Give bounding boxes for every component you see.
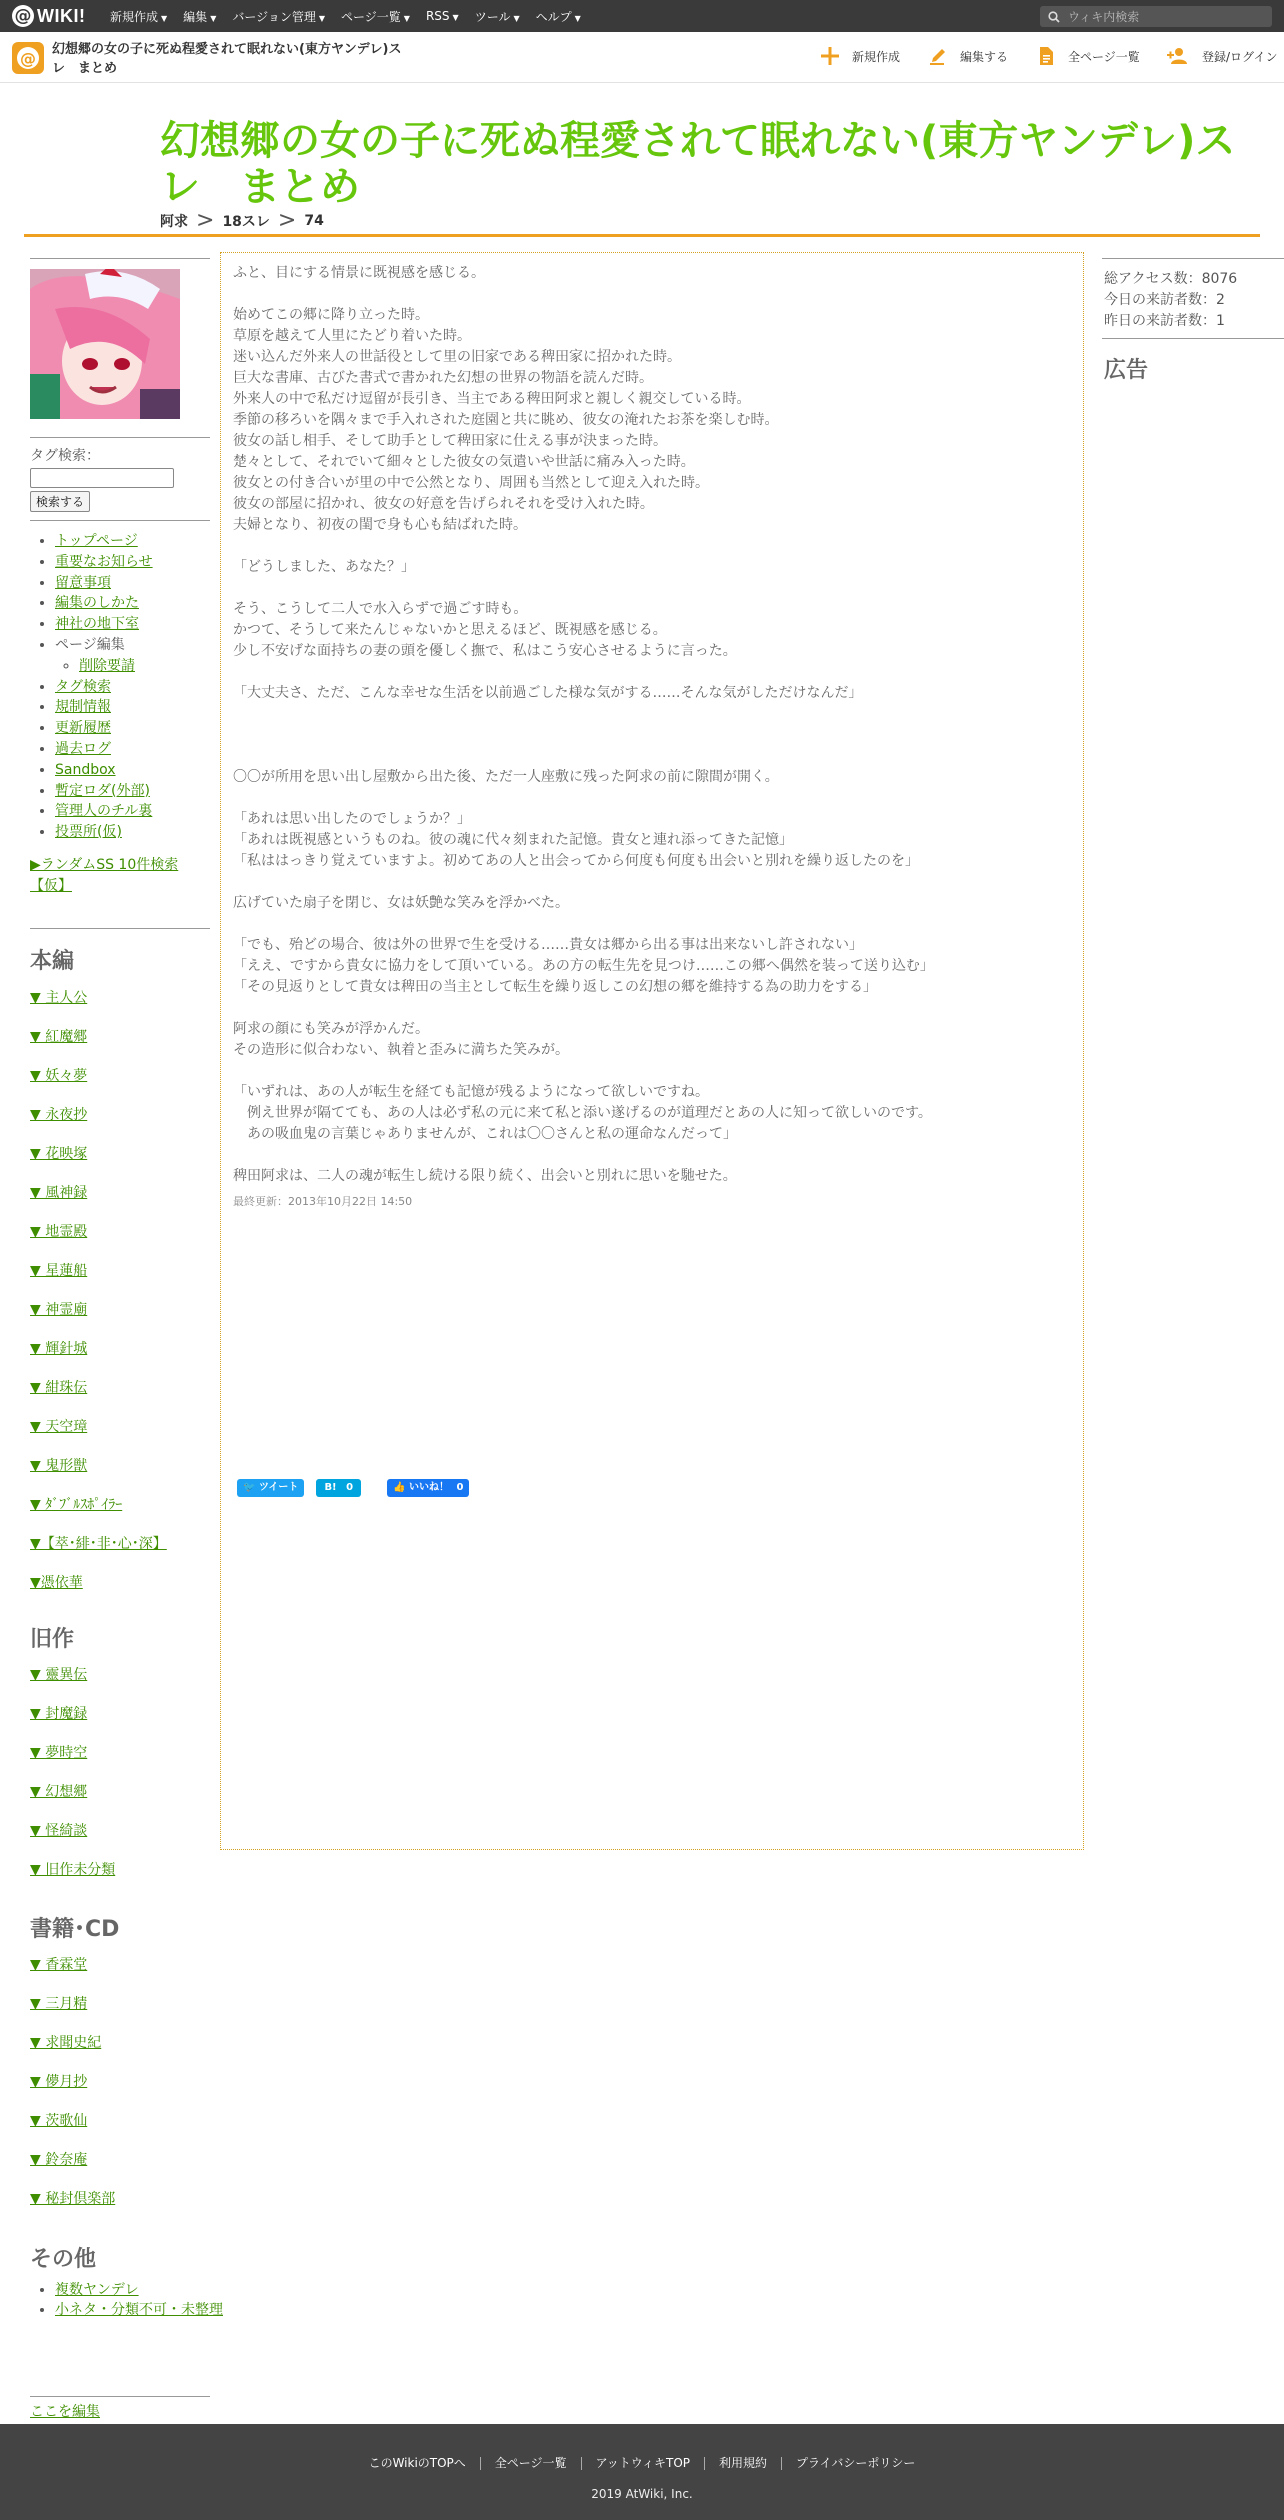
breadcrumb-item[interactable]: 阿求 [160, 213, 188, 230]
article-paragraph: ふと、目にする情景に既視感を感じる。 [233, 265, 485, 281]
facebook-like-button[interactable]: 👍 いいね！ 0 [387, 1479, 469, 1497]
toggle-link[interactable]: ▼ ﾀﾞﾌﾞﾙｽﾎﾟｲﾗｰ [30, 1497, 123, 1513]
caret-down-icon: ▼ [318, 13, 326, 23]
nav-link[interactable]: 更新履歴 [55, 720, 111, 737]
nav-link[interactable]: 暫定ロダ(外部) [55, 782, 150, 799]
hatena-bookmark-button[interactable] [316, 1479, 361, 1497]
like-count: 0 [456, 1482, 464, 1493]
all-pages-button[interactable]: 全ページ一覧 [1036, 44, 1140, 68]
divider [30, 437, 210, 438]
caret-down-icon: ▼ [210, 13, 217, 23]
login-button[interactable]: 登録/ログイン [1166, 44, 1277, 68]
toggle-link[interactable]: ▼ 求聞史紀 [30, 2035, 102, 2051]
nav-link[interactable]: 編集のしかた [55, 595, 139, 612]
random-ss-link[interactable]: ▶ランダムSS 10件検索【仮】 [30, 856, 179, 894]
ad-title: 広告 [1104, 358, 1149, 383]
toggle-link[interactable]: ▼ 旧作未分類 [30, 1862, 116, 1878]
menu-edit[interactable]: 編集 ▼ [183, 9, 217, 24]
article-paragraph: 広げていた扇子を閉じ、女は妖艶な笑みを浮かべた。 [233, 895, 569, 911]
today-visitors: 今日の来訪者数：2 [1104, 292, 1225, 308]
footer-link[interactable]: 利用規約 [704, 2457, 781, 2470]
article-paragraph: 「あれは思い出したのでしょうか？」 「あれは既視感というものね。彼の魂に代々刻まれた記憶。貴女と連れ添ってきた記憶」 「私ははっきり覚えていますよ。初めてあの人と出会ってから何度も何度も出会いと別れを繰り返したのを」 [233, 811, 919, 869]
divider [30, 2396, 210, 2397]
last-updated: 最終更新：2013年10月22日 14:50 [233, 1195, 413, 1208]
toggle-link[interactable]: ▼ 神霊廟 [30, 1302, 88, 1318]
toggle-link[interactable]: ▼ 鬼形獣 [30, 1458, 88, 1474]
toggle-link[interactable]: ▼ 紺珠伝 [30, 1380, 88, 1396]
new-page-button[interactable]: 新規作成 [820, 44, 900, 68]
nav-link[interactable]: 過去ログ [55, 740, 111, 757]
tag-search [30, 446, 210, 512]
footer [0, 2424, 1284, 2520]
nav-link[interactable]: 重要なお知らせ [55, 553, 153, 570]
twitter-icon: 🐦 [243, 1482, 256, 1493]
toggle-link[interactable]: ▼ 紅魔郷 [30, 1029, 88, 1045]
hatena-icon: B! [324, 1482, 337, 1493]
toggle-link[interactable]: ▼ 幻想郷 [30, 1784, 88, 1800]
divider [30, 520, 210, 521]
toggle-link[interactable]: ▼ 封魔録 [30, 1706, 88, 1722]
page-title: 幻想郷の女の子に死ぬ程愛されて眠れない(東方ヤンデレ)スレ まとめ [160, 118, 1236, 210]
footer-link[interactable]: プライバシーポリシー [781, 2457, 929, 2470]
breadcrumb [160, 208, 324, 233]
toggle-link[interactable]: ▼ 秘封倶楽部 [30, 2191, 116, 2207]
divider [30, 928, 210, 929]
pencil-icon [928, 46, 948, 66]
top-menu [110, 0, 597, 32]
divider [30, 258, 210, 259]
nav-link[interactable]: トップページ [55, 533, 138, 549]
nav-page-edit-label: ページ編集 [55, 636, 125, 653]
article-paragraph: 稗田阿求は、二人の魂が転生し続ける限り続く、出会いと別れに思いを馳せた。 [233, 1168, 737, 1184]
nav-link[interactable]: 留意事項 [55, 574, 111, 591]
nav-link[interactable]: 小ネタ・分類不可・未整理 [55, 2302, 223, 2318]
copyright: 2019 AtWiki, Inc. [591, 2487, 693, 2501]
menu-new[interactable]: 新規作成 ▼ [110, 9, 168, 24]
footer-link[interactable]: このWikiのTOPへ [368, 2456, 466, 2470]
edit-page-button[interactable]: 編集する [928, 44, 1008, 68]
nav-link[interactable]: タグ検索 [55, 678, 111, 695]
tag-search-input[interactable] [30, 468, 174, 488]
menu-help[interactable]: ヘルプ ▼ [535, 9, 581, 24]
toggle-link[interactable]: ▼ 地霊殿 [30, 1224, 88, 1240]
article-paragraph: 「大丈夫さ、ただ、こんな幸せな生活を以前過ごした様な気がする……そんな気がしただけなんだ」 [233, 685, 863, 701]
nav-link[interactable]: 管理人のチル裏 [55, 803, 153, 820]
article-paragraph: 〇〇が所用を思い出し屋敷から出た後、ただ一人座敷に残った阿求の前に隙間が開く。 [233, 769, 779, 785]
breadcrumb-separator: > [277, 208, 297, 233]
caret-down-icon: ▼ [513, 13, 520, 23]
tag-search-label: タグ検索： [30, 448, 100, 464]
footer-link[interactable]: 全ページ一覧 [480, 2457, 581, 2470]
thumbs-up-icon: 👍 [393, 1482, 406, 1493]
toggle-link[interactable]: ▼ 茨歌仙 [30, 2113, 88, 2129]
total-access: 総アクセス数：8076 [1104, 271, 1238, 287]
toggle-link[interactable]: ▼憑依華 [30, 1575, 83, 1591]
toggle-link[interactable]: ▼ 三月精 [30, 1996, 88, 2012]
toggle-link[interactable]: ▼ 香霖堂 [30, 1957, 88, 1973]
nav-link[interactable]: 投票所(仮) [55, 824, 122, 841]
plus-icon [820, 46, 840, 66]
breadcrumb-item: 74 [304, 212, 324, 229]
wiki-name[interactable]: 幻想郷の女の子に死ぬ程愛されて眠れない(東方ヤンデレ)スレ まとめ [52, 42, 402, 76]
left-sidebar [30, 258, 210, 897]
wiki-header [0, 32, 1284, 83]
nav-link[interactable]: 削除要請 [79, 657, 135, 674]
nav-link[interactable]: 規制情報 [55, 699, 111, 716]
caret-down-icon: ▼ [161, 13, 168, 23]
other-list [30, 2280, 225, 2320]
document-icon [1036, 46, 1056, 66]
tag-search-button[interactable]: 検索する [30, 491, 90, 512]
article-paragraph: 始めてこの郷に降り立った時。 草原を越えて人里にたどり着いた時。 迷い込んだ外来人の世話役として里の旧家である稗田家に招かれた時。 巨大な書庫、古びた書式で書かれた幻想の世界の物語を読んだ時。 外来人の中で私だけ逗留が長引き、当主である稗田阿求と親しく親交している時。 季節の移ろいを隅々まで手入れされた庭園と共に眺め、彼女の淹れたお茶を楽しむ時。 彼女の話し相手、そして助手として稗田家に仕える事が決まった時。 楚々として、それでいて細々とした彼女の気遣いや世話に痛み入った時。 彼女との付き合いが里の中で公然となり、周囲も当然として迎え入れた時。 彼女の部屋に招かれ、彼女の好意を告げられそれを受け入れた時。 夫婦となり、初夜の閨で身も心も結ばれた時。 [233, 307, 779, 533]
hatena-count: 0 [346, 1482, 354, 1493]
toggle-link[interactable]: ▼ 花映塚 [30, 1146, 88, 1162]
caret-down-icon: ▼ [403, 13, 410, 23]
search-icon[interactable] [1048, 11, 1060, 23]
wiki-icon[interactable] [12, 42, 44, 74]
toggle-link[interactable]: ▼ 風神録 [30, 1185, 88, 1201]
section-title-old: 旧作 [30, 1627, 75, 1652]
avatar[interactable] [30, 269, 180, 419]
search-input[interactable] [1066, 9, 1270, 25]
menu-tools[interactable]: ツール ▼ [474, 9, 520, 24]
article-paragraph: そう、こうして二人で水入らずで過ごす時も。 かつて、そうして来たんじゃないかと思えるほど、既視感を感じる。 少し不安げな面持ちの妻の頭を優しく撫で、私はこう安心させるように言った。 [233, 601, 737, 659]
toggle-link[interactable]: ▼ 輝針城 [30, 1341, 88, 1357]
top-bar [0, 0, 1284, 32]
main-content [220, 252, 1084, 1850]
toggle-link[interactable]: ▼ 天空璋 [30, 1419, 88, 1435]
atwiki-logo[interactable] [12, 4, 85, 28]
article-paragraph: 阿求の顔にも笑みが浮かんだ。 その造形に似合わない、執着と歪みに満ちた笑みが。 [233, 1021, 569, 1058]
tweet-button[interactable]: 🐦 ツイート [237, 1479, 304, 1497]
caret-down-icon: ▼ [574, 13, 581, 23]
article-body [233, 263, 1073, 1209]
caret-down-icon: ▼ [452, 13, 459, 22]
title-divider [24, 234, 1260, 237]
article-paragraph: 「でも、殆どの場合、彼は外の世界で生を受ける……貴女は郷から出る事は出来ないし許されない」 「ええ、ですから貴女に協力をして頂いている。あの方の転生先を見つけ……この郷へ偶然を装って送り込む」 「その見返りとして貴女は稗田の当主として転生を繰り返しこの幻想の郷を維持する為の助力をする」 [233, 937, 934, 995]
at-icon: @ [17, 47, 39, 69]
article-paragraph: 「いずれは、あの人が転生を経ても記憶が残るようになって欲しいですね。 例え世界が隔てても、あの人は必ず私の元に来て私と添い遂げるのが道理だとあの人に知って欲しいのです。 あの吸血鬼の言葉じゃありませんが、これは〇〇さんと私の運命なんだって」 [233, 1084, 932, 1142]
toggle-link[interactable]: ▼ 怪綺談 [30, 1823, 88, 1839]
toggle-link[interactable]: ▼ 妖々夢 [30, 1068, 88, 1084]
article-paragraph: 「どうしました、あなた？」 [233, 559, 415, 575]
access-stats [1102, 258, 1284, 339]
toggle-link[interactable]: ▼ 鈴奈庵 [30, 2152, 88, 2168]
user-add-icon [1166, 46, 1190, 66]
nav-link[interactable]: 複数ヤンデレ [55, 2282, 139, 2298]
logo-text: WIKI! [37, 5, 86, 26]
toggle-link[interactable]: ▼ 儚月抄 [30, 2074, 88, 2090]
wiki-search [1040, 6, 1272, 27]
menu-rss[interactable]: RSS ▼ [425, 9, 459, 23]
toggle-link[interactable]: ▼ 永夜抄 [30, 1107, 88, 1123]
toggle-link[interactable]: ▼ 星蓮船 [30, 1263, 88, 1279]
article-spacer [233, 725, 1073, 767]
breadcrumb-item[interactable]: 18スレ [222, 213, 270, 230]
toggle-link[interactable]: ▼ 夢時空 [30, 1745, 88, 1761]
menu-version[interactable]: バージョン管理 ▼ [232, 9, 326, 24]
toggle-link[interactable]: ▼ 靈異伝 [30, 1667, 88, 1683]
social-buttons [237, 1479, 481, 1497]
toggle-link[interactable]: ▼ 主人公 [30, 990, 88, 1006]
right-sidebar [1102, 258, 1284, 384]
yesterday-visitors: 昨日の来訪者数：1 [1104, 313, 1225, 329]
footer-link[interactable]: アットウィキTOP [581, 2457, 704, 2470]
at-icon: @ [12, 5, 34, 27]
nav-link[interactable]: 神社の地下室 [55, 616, 139, 633]
section-title-main: 本編 [30, 949, 75, 974]
menu-page-list[interactable]: ページ一覧 ▼ [341, 9, 410, 24]
section-title-other: その他 [30, 2247, 97, 2272]
nav-list [30, 531, 210, 843]
nav-link[interactable]: Sandbox [55, 761, 116, 778]
section-title-books: 書籍･CD [30, 1917, 120, 1942]
edit-sidebar-link[interactable]: ここを編集 [30, 2404, 100, 2420]
breadcrumb-separator: > [196, 208, 215, 233]
footer-links [0, 2457, 1284, 2470]
toggle-link[interactable]: ▼【萃･緋･非･心･深】 [30, 1536, 167, 1552]
